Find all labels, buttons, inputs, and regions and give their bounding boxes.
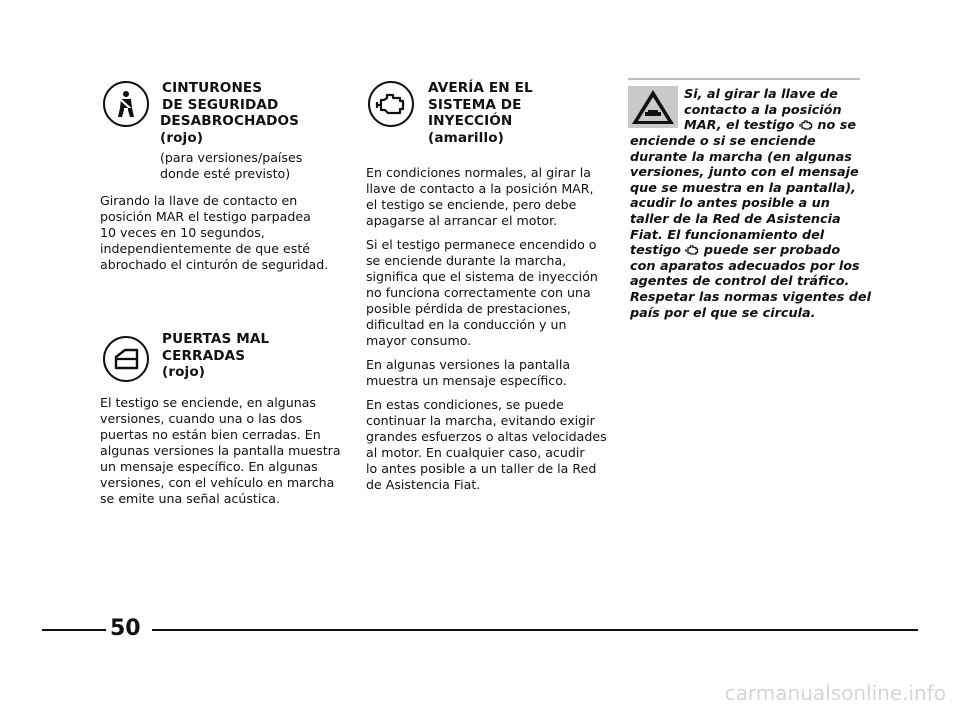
seatbelt-heading: CINTURONES DE SEGURIDAD DESABROCHADOS (rojo) bbox=[160, 80, 300, 146]
door-open-icon bbox=[103, 336, 149, 382]
injection-body bbox=[366, 165, 607, 501]
seatbelt-icon bbox=[103, 81, 149, 127]
injection-p3: En algunas versiones la pantalla muestra un mensaje específico. bbox=[366, 357, 571, 388]
warning-triangle-icon bbox=[628, 86, 678, 128]
injection-p2: Si el testigo permanece encendido o se enciende durante la marcha, significa que el sistema de inyección no funciona correctamente con una posible pérdida de prestaciones, dificultad en la conducción y un mayor consumo. bbox=[366, 237, 598, 348]
injection-heading: AVERÍA EN EL SISTEMA DE INYECCIÓN (amarillo) bbox=[428, 80, 533, 146]
injection-p1: En condiciones normales, al girar la llave de contacto a la posición MAR, el testigo se enciende, pero debe apagarse al arrancar el motor. bbox=[366, 165, 594, 228]
doors-body: El testigo se enciende, en algunas versiones, cuando una o las dos puertas no están bien cerradas. En algunas versiones la pantalla muestra un mensaje específico. En algunas versiones, con el vehículo en marcha se emite una señal acústica. bbox=[100, 395, 341, 506]
engine-icon bbox=[368, 81, 414, 127]
seatbelt-body: Girando la llave de contacto en posición MAR el testigo parpadea 10 veces en 10 segundos, independientemente de que esté abrochado el cinturón de seguridad. bbox=[100, 193, 329, 272]
injection-p4: En estas condiciones, se puede continuar la marcha, evitando exigir grandes esfuerzos o altas velocidades al motor. En cualquier caso, acudir lo antes posible a un taller de la Red de Asistencia Fiat. bbox=[366, 397, 607, 492]
warning-text-cont: enciende o si se enciende durante la marcha (en algunas versiones, junto con el mensaje que se muestra en la pantalla), acudir lo antes posible a un taller de la Red de Asistencia Fiat. El funcionamiento del testigo puede ser probado con aparatos adecuados por los agentes de control del tráfico. Respetar las normas vigentes del país por el que se circula. bbox=[630, 134, 871, 321]
seatbelt-note: (para versiones/países donde esté previsto) bbox=[160, 150, 303, 181]
engine-icon-inline bbox=[799, 120, 813, 130]
footer-rule-right bbox=[152, 629, 918, 631]
engine-icon-inline-2 bbox=[685, 245, 699, 255]
page-number: 50 bbox=[110, 616, 141, 641]
warning-top-rule bbox=[628, 78, 860, 80]
footer-rule-left bbox=[42, 629, 106, 631]
watermark: carmanualsonline.info bbox=[724, 681, 946, 705]
doors-heading: PUERTAS MAL CERRADAS (rojo) bbox=[162, 331, 270, 380]
warning-text: Si, al girar la llave de contacto a la posición MAR, el testigo no se bbox=[684, 87, 857, 134]
